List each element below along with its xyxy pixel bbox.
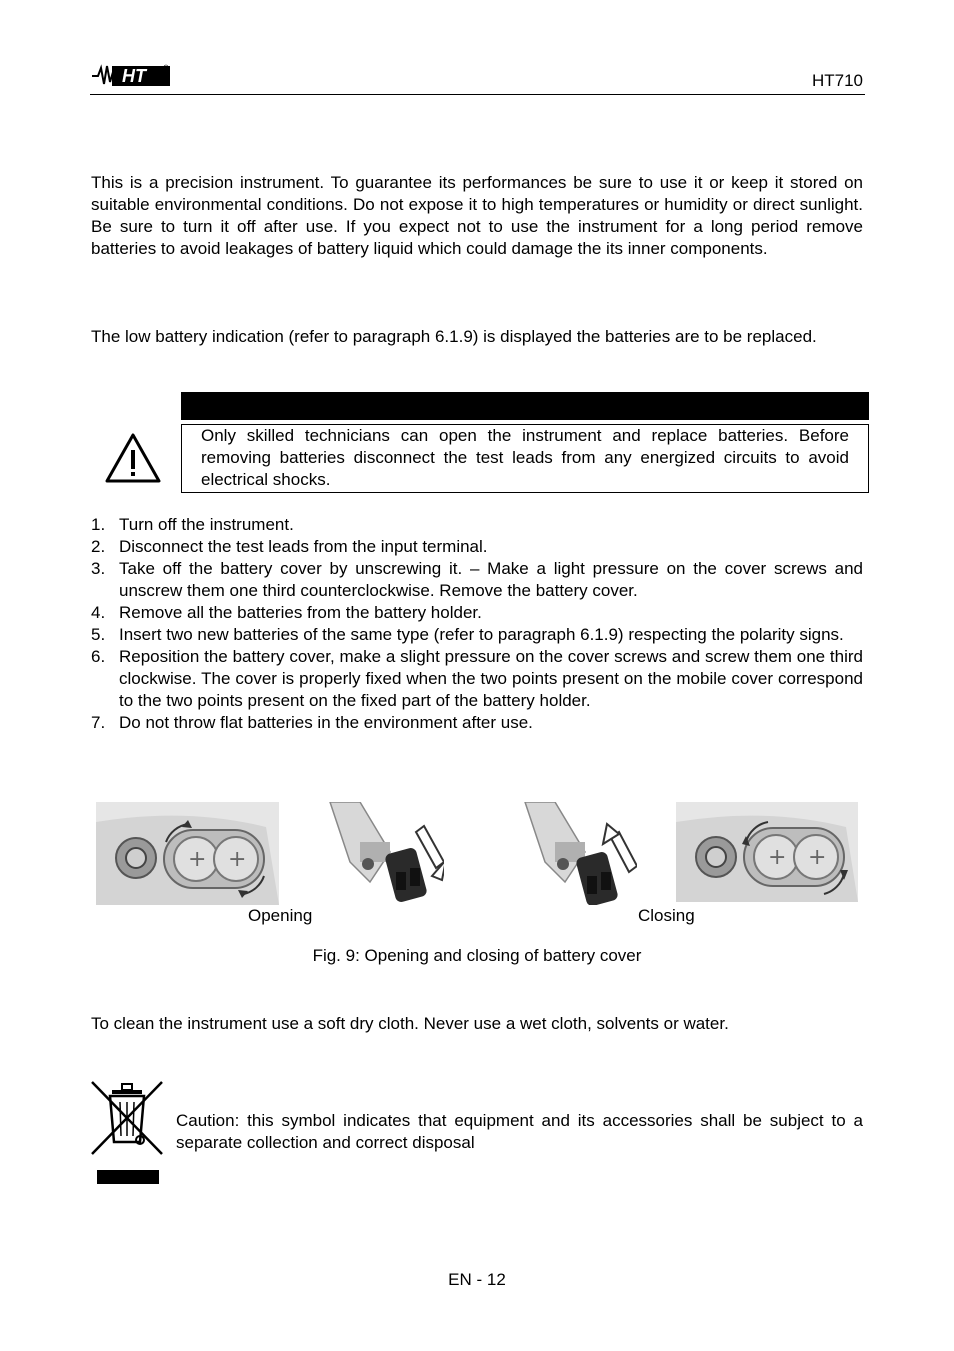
svg-text:+: + bbox=[188, 847, 207, 872]
cleaning-paragraph: To clean the instrument use a soft dry cloth. Never use a wet cloth, solvents or water. bbox=[91, 1014, 729, 1033]
svg-text:+: + bbox=[768, 845, 787, 870]
warning-triangle-icon bbox=[104, 432, 162, 484]
list-item: 6. Reposition the battery cover, make a slight pressure on the cover screws and screw them one third clockwise. The cover is properly fixed when the two points present on the mobile cover correspond to the two points present on the fixed part of the battery holder. bbox=[91, 647, 863, 710]
svg-text:+: + bbox=[228, 847, 247, 872]
list-item: 7. Do not throw flat batteries in the environment after use. bbox=[91, 713, 533, 732]
svg-text:+: + bbox=[808, 845, 827, 870]
weee-crossed-bin-icon bbox=[90, 1078, 166, 1188]
ht-logo bbox=[92, 62, 170, 88]
list-item: 4. Remove all the batteries from the battery holder. bbox=[91, 603, 482, 622]
header-rule bbox=[90, 94, 865, 95]
page-number: EN - 12 bbox=[448, 1270, 506, 1289]
list-item: 1. Turn off the instrument. bbox=[91, 515, 294, 534]
photo-closing-cover bbox=[676, 802, 858, 902]
photo-removing-cover bbox=[320, 802, 444, 905]
care-paragraph: This is a precision instrument. To guarantee its performances be sure to use it or keep it stored on suitable environmental conditions. Do not expose it to high temperatures or humidity or direct sunlight. Be sure to turn it off after use. If you expect not to use the instrument for a long period remove batteries to avoid leakages of battery liquid which could damage the its inner components. bbox=[91, 173, 863, 258]
photo-opening-cover bbox=[96, 802, 279, 905]
battery-paragraph: The low battery indication (refer to paragraph 6.1.9) is displayed the batteries are to be replaced. bbox=[91, 327, 817, 346]
list-item: 5. Insert two new batteries of the same type (refer to paragraph 6.1.9) respecting the polarity signs. bbox=[91, 625, 844, 644]
closing-label: Closing bbox=[638, 906, 695, 925]
photo-inserting-cover bbox=[515, 802, 637, 905]
figure-caption: Fig. 9: Opening and closing of battery cover bbox=[312, 946, 642, 965]
list-item: 3. Take off the battery cover by unscrewing it. – Make a light pressure on the cover screws and unscrew them one third counterclockwise. Remove the battery cover. bbox=[91, 559, 863, 600]
warning-header-bar bbox=[181, 392, 869, 420]
model-name: HT710 bbox=[811, 71, 863, 90]
disposal-text: Caution: this symbol indicates that equipment and its accessories shall be subject to a separate collection and correct disposal bbox=[176, 1111, 863, 1152]
opening-label: Opening bbox=[248, 906, 313, 925]
list-item: 2. Disconnect the test leads from the input terminal. bbox=[91, 537, 488, 556]
warning-box bbox=[181, 424, 869, 493]
procedure-steps bbox=[91, 514, 863, 734]
warning-text: Only skilled technicians can open the instrument and replace batteries. Before removing batteries disconnect the test leads from any energized circuits to avoid electrical shocks. bbox=[201, 426, 849, 489]
svg-text:HT: HT bbox=[122, 66, 146, 86]
